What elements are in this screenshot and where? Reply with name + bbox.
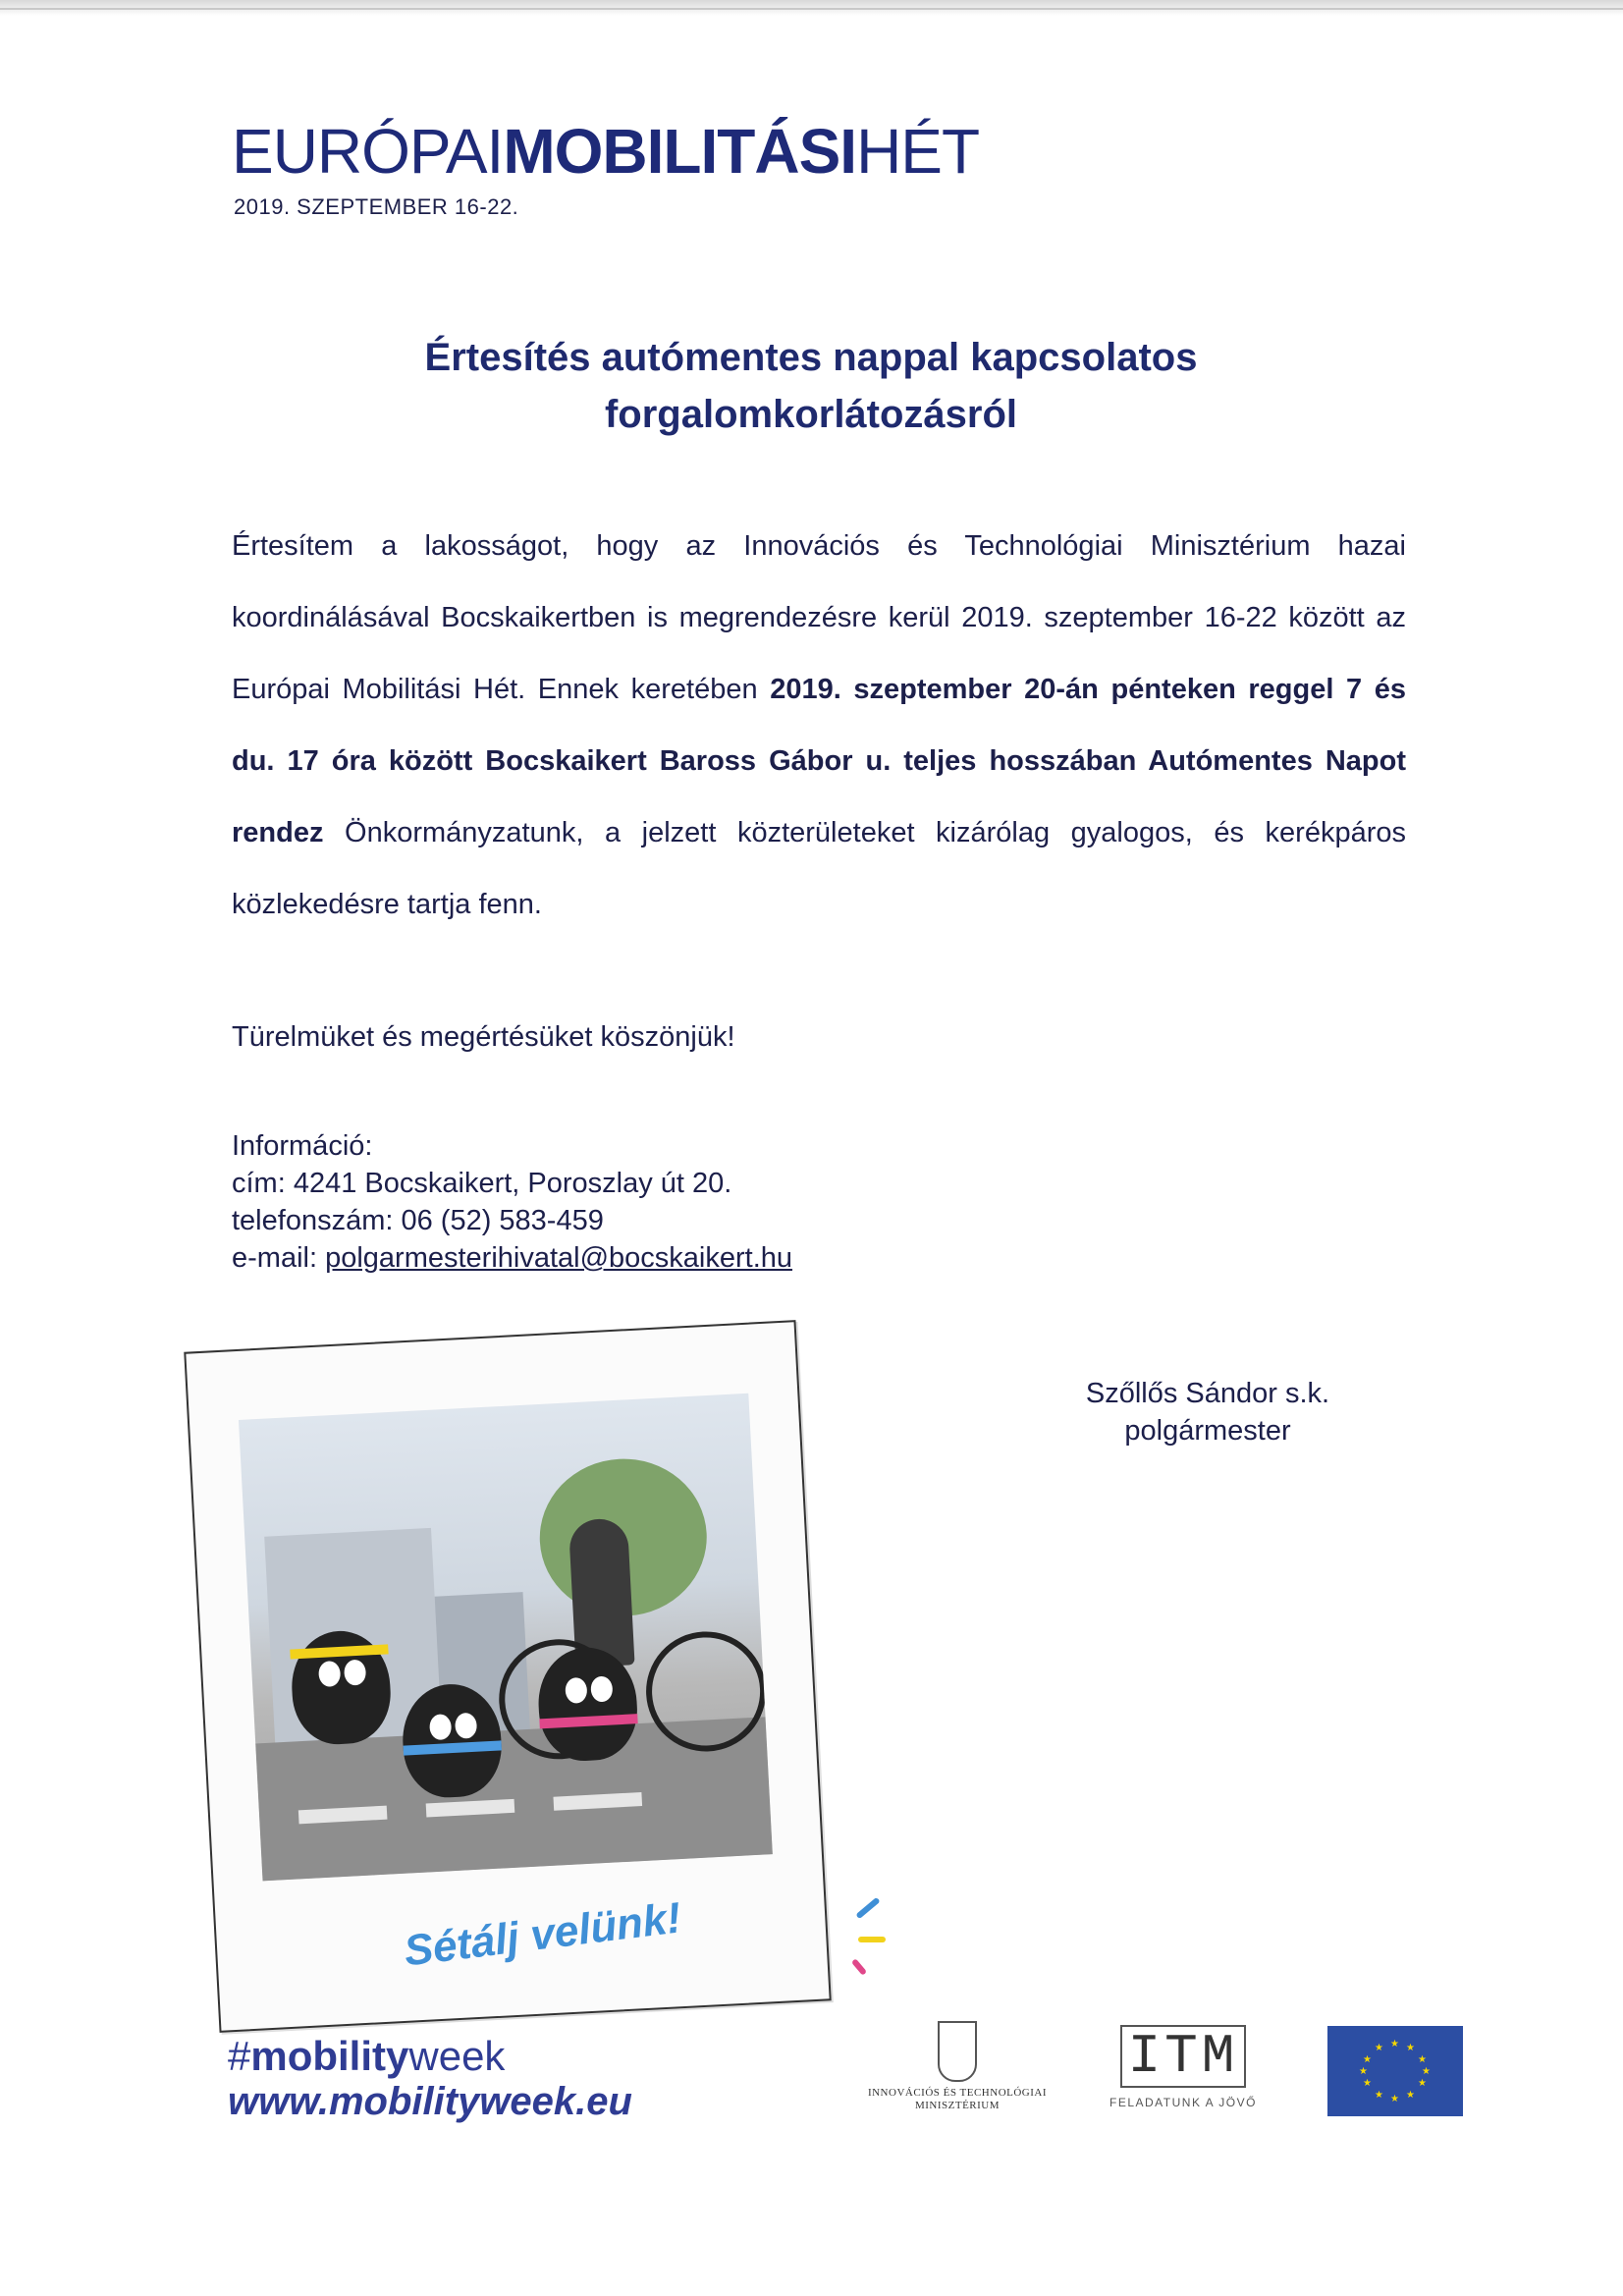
hungarian-coat-of-arms-icon bbox=[938, 2021, 977, 2082]
eu-star: ★ bbox=[1390, 2039, 1399, 2050]
poster-caption: Sétálj velünk! bbox=[401, 1893, 684, 1976]
eu-star: ★ bbox=[1390, 2094, 1399, 2105]
contact-info bbox=[232, 1127, 792, 1277]
info-email-row bbox=[232, 1239, 792, 1277]
scan-edge bbox=[0, 8, 1623, 10]
title-part-het: HÉT bbox=[856, 116, 980, 187]
event-title bbox=[232, 116, 980, 187]
eu-star: ★ bbox=[1418, 2078, 1427, 2089]
thanks-text: Türelmüket és megértésüket köszönjük! bbox=[232, 1021, 735, 1053]
title-part-europai: EURÓPAI bbox=[232, 116, 504, 187]
street-photo bbox=[239, 1394, 773, 1882]
ministry-name-line-2: MINISZTÉRIUM bbox=[914, 2100, 1001, 2111]
eu-flag-icon bbox=[1327, 2026, 1463, 2116]
eu-star: ★ bbox=[1406, 2043, 1415, 2053]
notice-body bbox=[232, 511, 1406, 941]
decor-dash bbox=[858, 1937, 886, 1942]
itm-mark: ITM bbox=[1120, 2025, 1247, 2088]
itm-logo bbox=[1095, 2025, 1271, 2109]
email-label: e-mail: bbox=[232, 1242, 326, 1274]
itm-slogan: FELADATUNK A JÖVŐ bbox=[1109, 2096, 1257, 2109]
hashtag bbox=[228, 2033, 505, 2080]
body-text-end: Önkormányzatunk, a jelzett közterületeket kizárólag gyalogos, és kerékpáros közlekedésre tartja fenn. bbox=[232, 817, 1406, 920]
eu-star: ★ bbox=[1363, 2078, 1372, 2089]
website-url[interactable]: www.mobilityweek.eu bbox=[228, 2080, 632, 2123]
notice-heading bbox=[232, 329, 1390, 443]
mascot-eye bbox=[565, 1677, 587, 1704]
eu-star: ★ bbox=[1375, 2043, 1383, 2053]
mascot-bag-strap bbox=[539, 1714, 637, 1728]
mobility-week-poster bbox=[184, 1320, 831, 2033]
eu-star: ★ bbox=[1422, 2066, 1431, 2077]
eu-star: ★ bbox=[1363, 2054, 1372, 2065]
mascot-eye bbox=[590, 1675, 613, 1702]
hashtag-rest: week bbox=[408, 2033, 506, 2079]
info-phone: telefonszám: 06 (52) 583-459 bbox=[232, 1205, 604, 1236]
ministry-name-line-1: INNOVÁCIÓS ÉS TECHNOLÓGIAI bbox=[867, 2087, 1048, 2099]
body-text-start: Értesítem a lakosságot, hogy az Innovációs és Technológiai Minisztérium hazai koordinálásával Bocskaikertben is megrendezésre kerül 2019. szeptember 16-22 között az Európai Mobilitási Hét. Ennek keretében bbox=[232, 530, 1406, 705]
heading-line-2: forgalomkorlátozásról bbox=[604, 393, 1018, 436]
hashtag-bold: mobility bbox=[250, 2033, 409, 2079]
heading-line-1: Értesítés autómentes nappal kapcsolatos bbox=[424, 336, 1198, 379]
mascot-eye bbox=[318, 1661, 341, 1687]
email-link[interactable]: polgarmesterihivatal@bocskaikert.hu bbox=[325, 1242, 793, 1274]
info-address: cím: 4241 Bocskaikert, Poroszlay út 20. bbox=[232, 1168, 732, 1199]
mascot-eye bbox=[344, 1660, 366, 1686]
signature-title: polgármester bbox=[1124, 1415, 1291, 1447]
hashtag-hash: # bbox=[228, 2033, 251, 2079]
eu-star: ★ bbox=[1418, 2054, 1427, 2065]
eu-star: ★ bbox=[1359, 2066, 1368, 2077]
mascot-bag-strap bbox=[404, 1740, 502, 1755]
mascot-eye bbox=[429, 1714, 452, 1740]
signature-name: Szőllős Sándor s.k. bbox=[1085, 1378, 1330, 1409]
body-text-bold: 2019. szeptember 20-án pénteken reggel 7 és du. 17 óra között Bocskaikert Baross Gábor u. teljes hosszában Autómentes Napot rendez bbox=[232, 674, 1406, 848]
eu-star: ★ bbox=[1375, 2090, 1383, 2101]
event-date: 2019. SZEPTEMBER 16-22. bbox=[234, 194, 519, 219]
decor-dash bbox=[851, 1958, 867, 1976]
decor-dash bbox=[855, 1897, 880, 1920]
signature-block bbox=[1060, 1375, 1355, 1449]
eu-star: ★ bbox=[1406, 2090, 1415, 2101]
ministry-logo bbox=[854, 2021, 1060, 2112]
mascot-eye bbox=[455, 1713, 477, 1739]
title-part-mobilitasi: MOBILITÁSI bbox=[503, 116, 857, 187]
info-label: Információ: bbox=[232, 1130, 373, 1162]
